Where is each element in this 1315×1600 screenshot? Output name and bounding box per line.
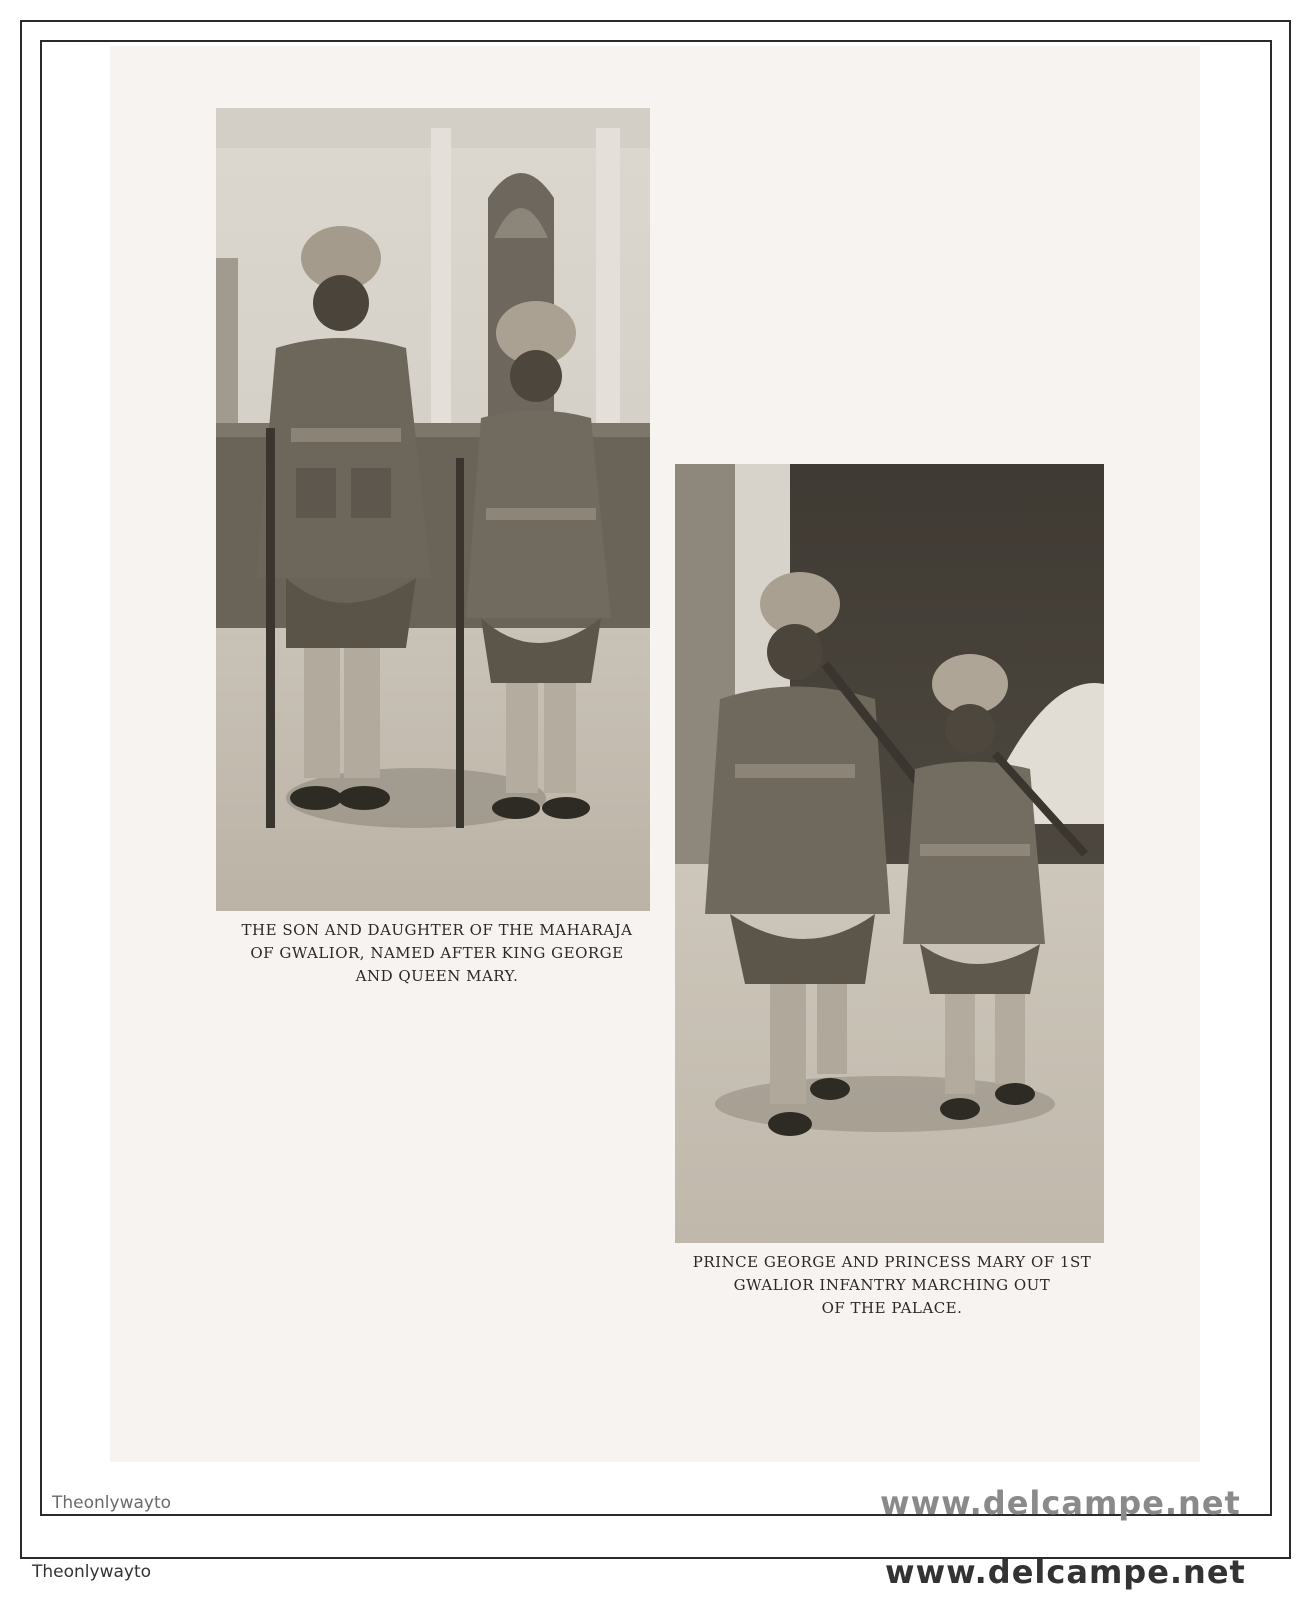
seller-watermark: Theonlywayto bbox=[52, 1493, 172, 1513]
photo-standing-children bbox=[216, 108, 650, 911]
caption-line: OF GWALIOR, NAMED AFTER KING GEORGE bbox=[250, 944, 624, 962]
seller-watermark: Theonlywayto bbox=[32, 1562, 152, 1582]
caption-line: OF THE PALACE. bbox=[821, 1299, 963, 1317]
photo-marching-children bbox=[675, 464, 1104, 1243]
caption-line: PRINCE GEORGE AND PRINCESS MARY OF 1ST bbox=[692, 1253, 1092, 1271]
site-watermark: www.delcampe.net bbox=[880, 1484, 1241, 1522]
caption-line: GWALIOR INFANTRY MARCHING OUT bbox=[733, 1276, 1051, 1294]
caption-marching-children bbox=[672, 1251, 1112, 1320]
caption-standing-children bbox=[222, 919, 652, 988]
caption-line: AND QUEEN MARY. bbox=[355, 967, 519, 985]
caption-line: THE SON AND DAUGHTER OF THE MAHARAJA bbox=[241, 921, 633, 939]
site-watermark: www.delcampe.net bbox=[885, 1553, 1246, 1591]
